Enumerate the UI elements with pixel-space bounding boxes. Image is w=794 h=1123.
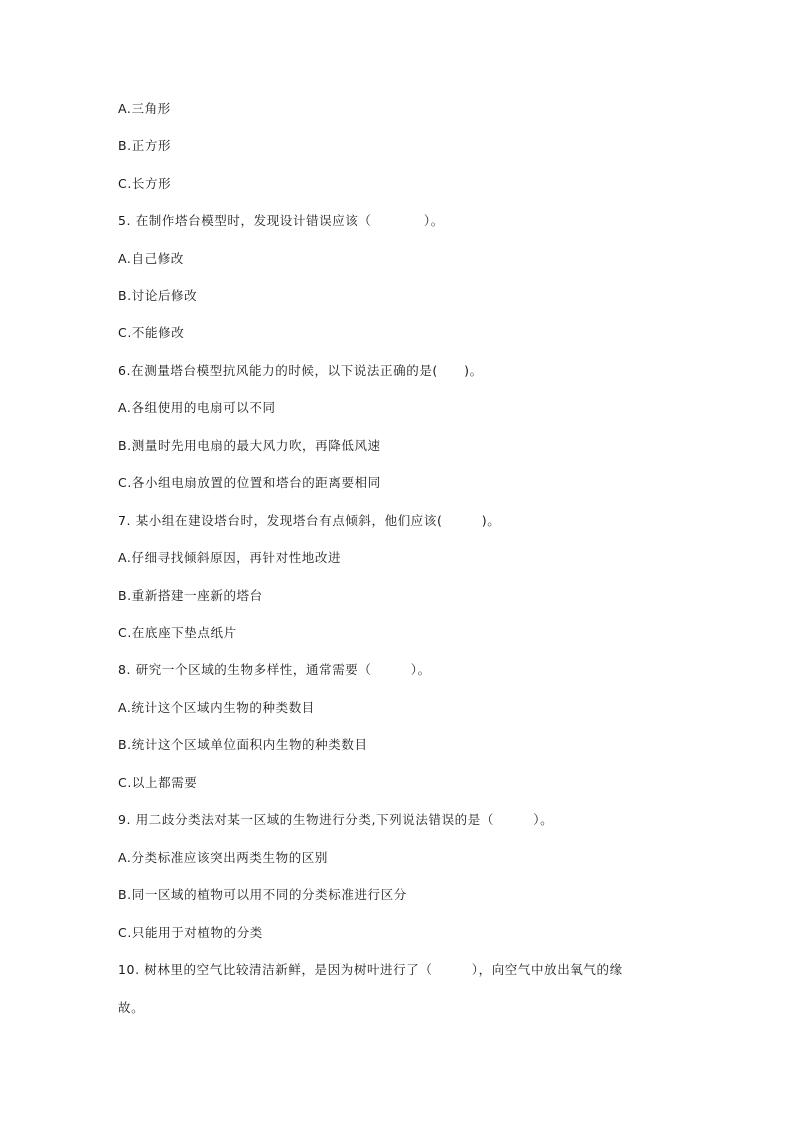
q9-option-c: C.只能用于对植物的分类 bbox=[118, 925, 263, 940]
question-10-continued: 故。 bbox=[118, 1000, 145, 1015]
q8-option-b: B.统计这个区域单位面积内生物的种类数目 bbox=[118, 737, 368, 752]
q6-option-b: B.测量时先用电扇的最大风力吹，再降低风速 bbox=[118, 438, 381, 453]
q6-option-a: A.各组使用的电扇可以不同 bbox=[118, 400, 276, 415]
question-5: 5. 在制作塔台模型时，发现设计错误应该（ ）。 bbox=[118, 213, 444, 228]
q6-option-c: C.各小组电扇放置的位置和塔台的距离要相同 bbox=[118, 475, 381, 490]
q8-option-c: C.以上都需要 bbox=[118, 775, 198, 790]
q5-option-b: B.讨论后修改 bbox=[118, 288, 198, 303]
question-9: 9. 用二歧分类法对某一区域的生物进行分类,下列说法错误的是（ ）。 bbox=[118, 812, 554, 827]
question-8: 8. 研究一个区域的生物多样性，通常需要（ ）。 bbox=[118, 662, 431, 677]
q9-option-b: B.同一区域的植物可以用不同的分类标准进行区分 bbox=[118, 887, 407, 902]
q4-option-c: C.长方形 bbox=[118, 176, 172, 191]
question-6: 6.在测量塔台模型抗风能力的时候，以下说法正确的是( )。 bbox=[118, 363, 483, 378]
q7-option-a: A.仔细寻找倾斜原因，再针对性地改进 bbox=[118, 550, 342, 565]
q5-option-c: C.不能修改 bbox=[118, 325, 185, 340]
q4-option-b: B.正方形 bbox=[118, 138, 172, 153]
question-10: 10. 树林里的空气比较清洁新鲜，是因为树叶进行了（ ），向空气中放出氧气的缘 bbox=[118, 962, 623, 977]
q7-option-c: C.在底座下垫点纸片 bbox=[118, 625, 237, 640]
q9-option-a: A.分类标准应该突出两类生物的区别 bbox=[118, 850, 329, 865]
question-7: 7. 某小组在建设塔台时，发现塔台有点倾斜，他们应该( )。 bbox=[118, 513, 501, 528]
q4-option-a: A.三角形 bbox=[118, 101, 171, 116]
q5-option-a: A.自己修改 bbox=[118, 251, 184, 266]
q8-option-a: A.统计这个区域内生物的种类数目 bbox=[118, 700, 315, 715]
q7-option-b: B.重新搭建一座新的塔台 bbox=[118, 588, 263, 603]
